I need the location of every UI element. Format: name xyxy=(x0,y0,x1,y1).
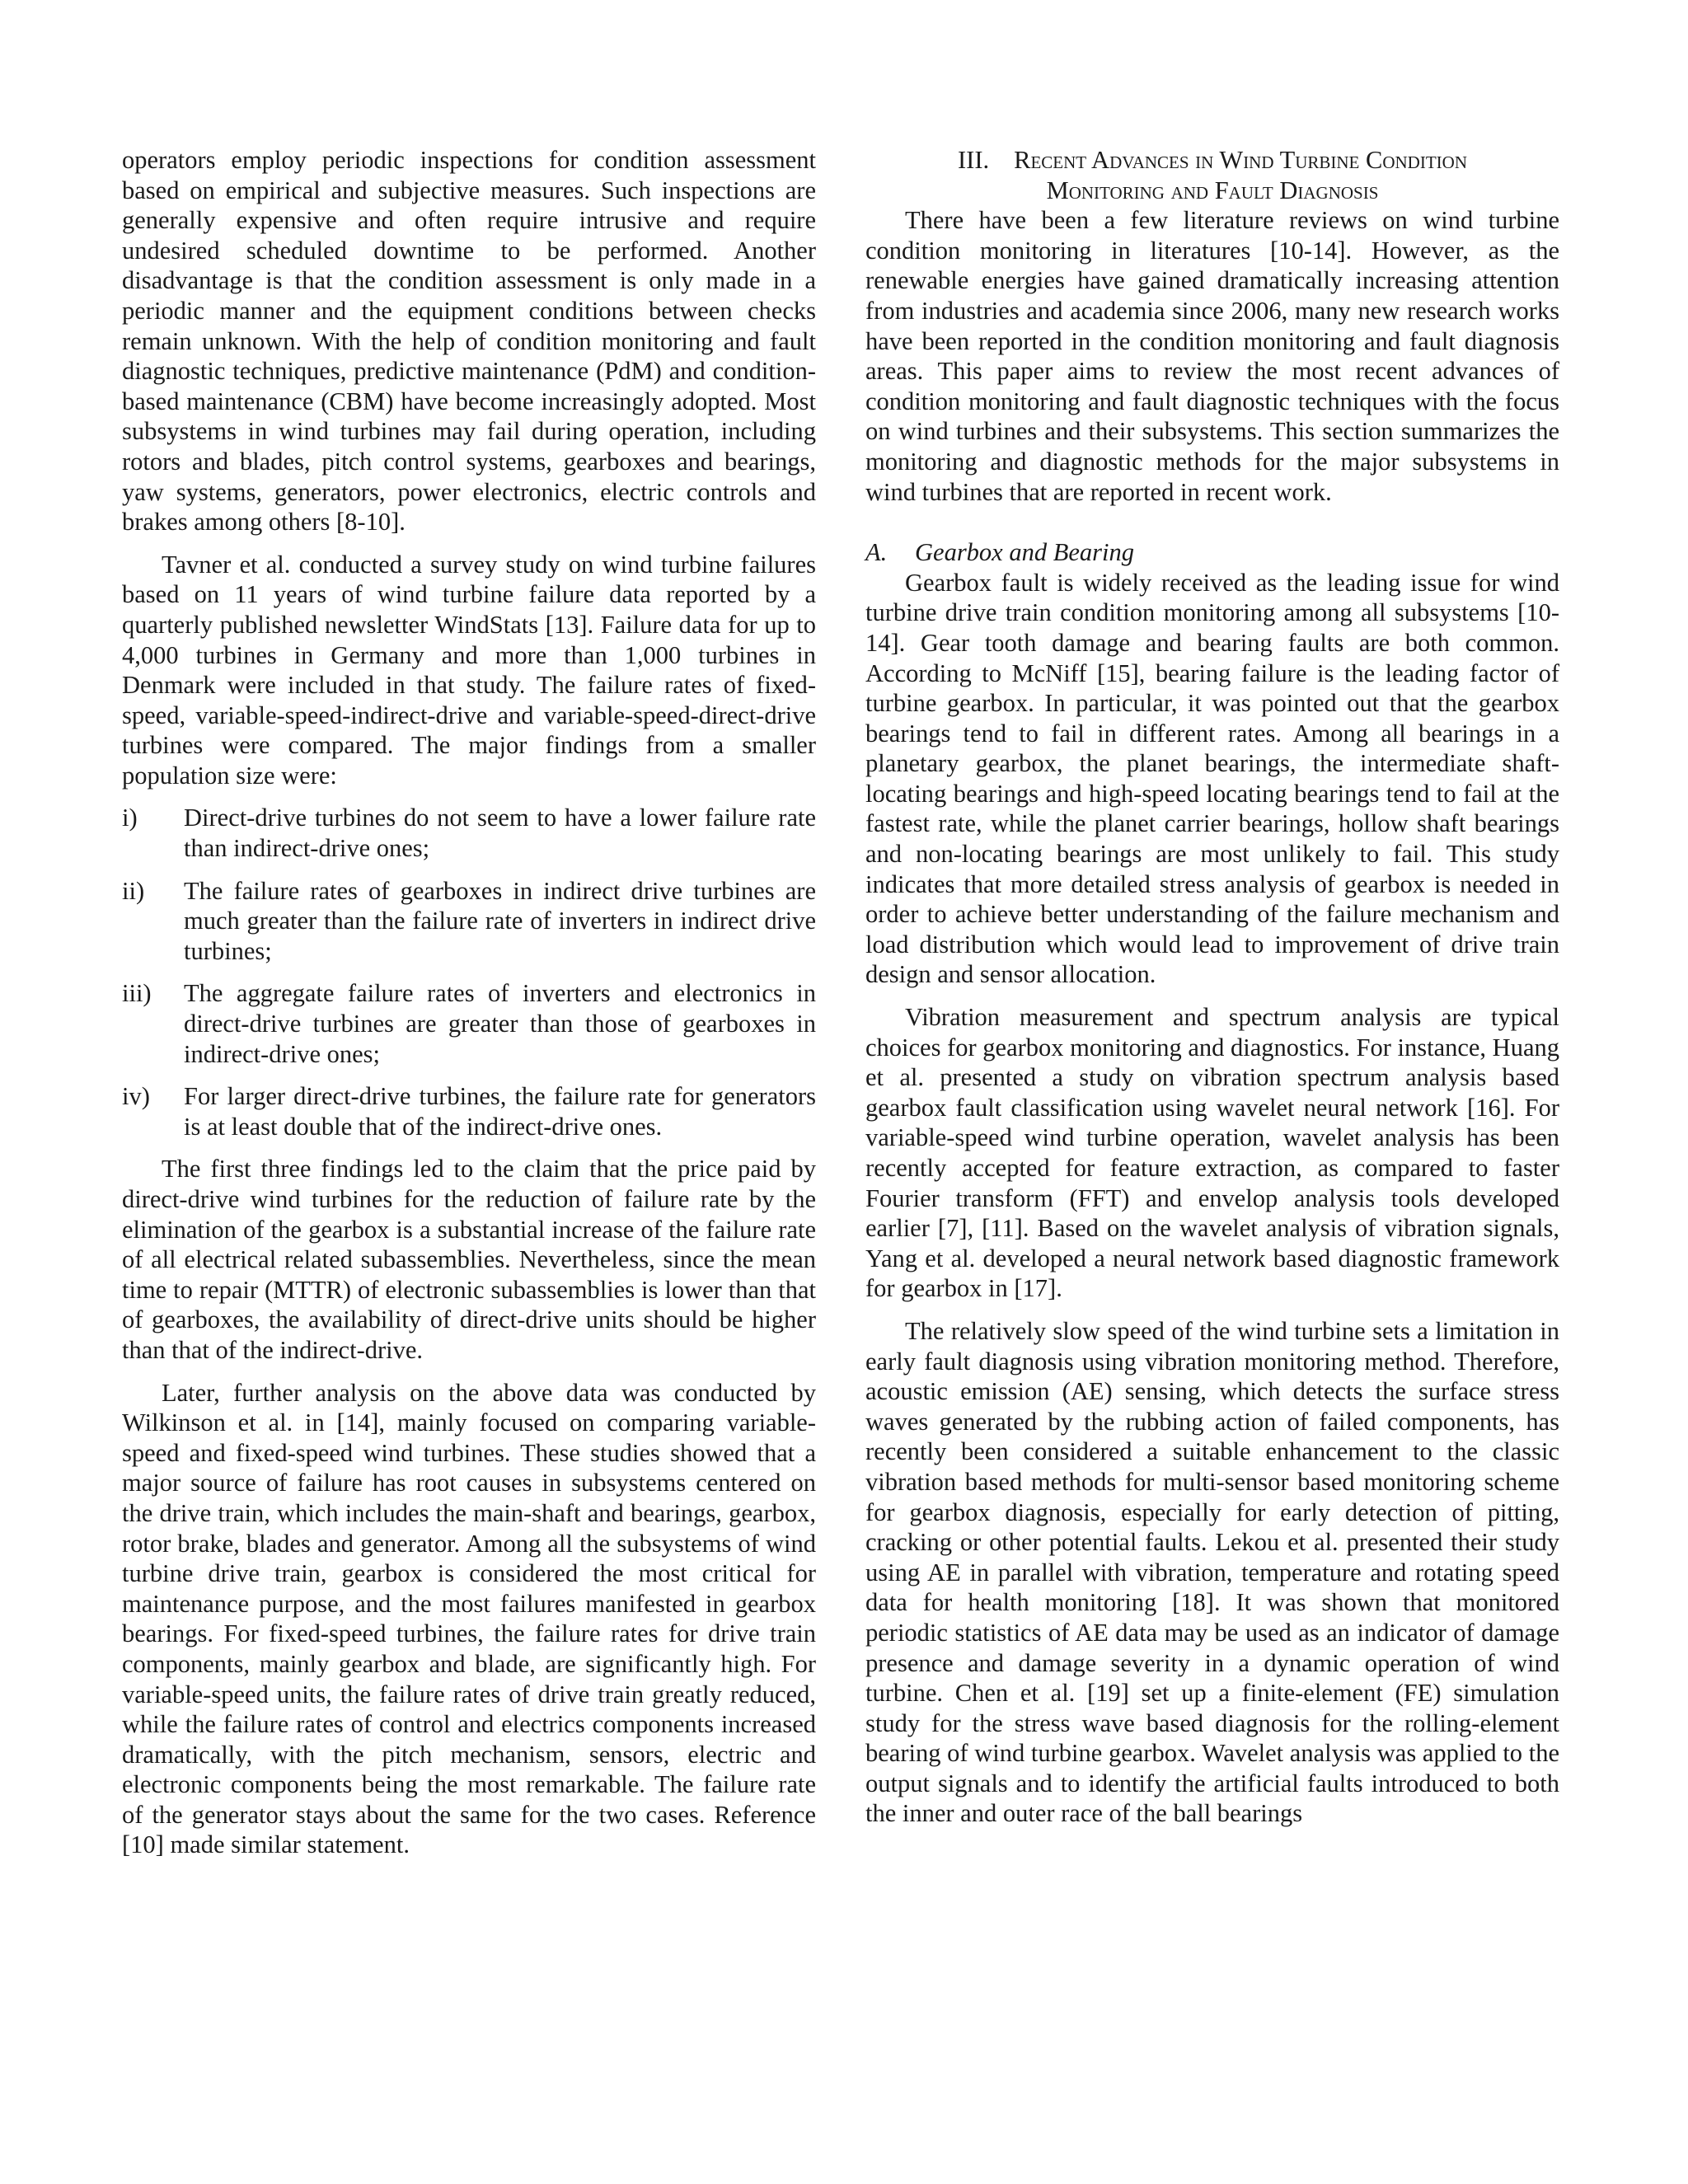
section-title-line-1: Recent Advances in Wind Turbine Condition xyxy=(1014,146,1467,174)
finding-text: The aggregate failure rates of inverters and electronics in direct-drive turbines are greater than those of gearboxes in indirect-drive ones; xyxy=(184,979,816,1068)
subsection-letter: A. xyxy=(865,538,888,567)
finding-item xyxy=(122,978,816,1069)
section-heading-line-2 xyxy=(865,176,1559,206)
finding-text: For larger direct-drive turbines, the failure rate for generators is at least double that of the indirect-drive ones. xyxy=(184,1082,816,1141)
finding-item xyxy=(122,876,816,967)
finding-text: Direct-drive turbines do not seem to have a lower failure rate than indirect-drive ones; xyxy=(184,804,816,863)
finding-item xyxy=(122,803,816,863)
right-paragraph-2: Gearbox fault is widely received as the leading issue for wind turbine drive train condition monitoring among all subsystems [10-14]. Gear tooth damage and bearing faults are both common. According to McNiff [15], bearing failure is the leading factor of turbine gearbox. In particular, it was pointed out that the gearbox bearings tend to fail in different rates. Among all bearings in a planetary gearbox, the planet bearings, the intermediate shaft-locating bearings and high-speed locating bearings tend to fail at the fastest rate, while the planet carrier bearings, hollow shaft bearings and non-locating bearings are most unlikely to fail. This study indicates that more detailed stress analysis of gearbox is needed in order to achieve better understanding of the failure mechanism and load distribution which would lead to improvement of drive train design and sensor allocation. xyxy=(865,568,1559,989)
subsection-title: Gearbox and Bearing xyxy=(915,538,1134,567)
right-paragraph-3: Vibration measurement and spectrum analysis are typical choices for gearbox monitoring and diagnostics. For instance, Huang et al. presented a study on vibration spectrum analysis based gearbox fault classification using wavelet neural network [16]. For variable-speed wind turbine operation, wavelet analysis has been recently accepted for feature extraction, as compared to faster Fourier transform (FFT) and envelop analysis tools developed earlier [7], [11]. Based on the wavelet analysis of vibration signals, Yang et al. developed a neural network based diagnostic framework for gearbox in [17]. xyxy=(865,1003,1559,1303)
right-paragraph-4: The relatively slow speed of the wind turbine sets a limitation in early fault diagnosis using vibration monitoring method. Therefore, acoustic emission (AE) sensing, which detects the surface stress waves generated by the rubbing action of failed components, has recently been considered a suitable enhancement to the classic vibration based methods for multi-sensor based monitoring scheme for gearbox diagnosis, especially for early detection of pitting, cracking or other potential faults. Lekou et al. presented their study using AE in parallel with vibration, temperature and rotating speed data for health monitoring [18]. It was shown that monitored periodic statistics of AE data may be used as an indicator of damage presence and damage severity in a dynamic operation of wind turbine. Chen et al. [19] set up a finite-element (FE) simulation study for the stress wave based diagnosis for the rolling-element bearing of wind turbine gearbox. Wavelet analysis was applied to the output signals and to identify the artificial faults introduced to both the inner and outer race of the ball bearings xyxy=(865,1316,1559,1828)
finding-number: iii) xyxy=(122,979,152,1008)
section-heading-line-1 xyxy=(865,145,1559,176)
section-number: III. xyxy=(958,146,990,174)
left-paragraph-2: Tavner et al. conducted a survey study on wind turbine failures based on 11 years of wind turbine failure data reported by a quarterly published newsletter WindStats [13]. Failure data for up to 4,000 turbines in Germany and more than 1,000 turbines in Denmark were included in that study. The failure rates of fixed-speed, variable-speed-indirect-drive and variable-speed-direct-drive turbines were compared. The major findings from a smaller population size were: xyxy=(122,550,816,790)
left-paragraph-4: Later, further analysis on the above data was conducted by Wilkinson et al. in [14], mainly focused on comparing variable-speed and fixed-speed wind turbines. These studies showed that a major source of failure has root causes in subsystems centered on the drive train, which includes the main-shaft and bearings, gearbox, rotor brake, blades and generator. Among all the subsystems of wind turbine drive train, gearbox is considered the most critical for maintenance purpose, and the most failures manifested in gearbox bearings. For fixed-speed turbines, the failure rates for drive train components, mainly gearbox and blade, are significantly high. For variable-speed units, the failure rates of drive train greatly reduced, while the failure rates of control and electrics components increased dramatically, with the pitch mechanism, sensors, electric and electronic components being the most remarkable. The failure rate of the generator stays about the same for the two cases. Reference [10] made similar statement. xyxy=(122,1378,816,1859)
left-column xyxy=(122,145,816,1860)
finding-text: The failure rates of gearboxes in indirect drive turbines are much greater than the failure rate of inverters in indirect drive turbines; xyxy=(184,876,816,965)
finding-item xyxy=(122,1081,816,1141)
right-column xyxy=(865,145,1559,1829)
finding-number: i) xyxy=(122,804,138,832)
finding-number: iv) xyxy=(122,1082,150,1111)
section-heading xyxy=(865,145,1559,205)
subsection-heading xyxy=(865,537,1559,568)
left-paragraph-1: operators employ periodic inspections for condition assessment based on empirical and subjective measures. Such inspections are generally expensive and often require intrusive and require undesired scheduled downtime to be performed. Another disadvantage is that the condition assessment is only made in a periodic manner and the equipment conditions between checks remain unknown. With the help of condition monitoring and fault diagnostic techniques, predictive maintenance (PdM) and condition-based maintenance (CBM) have become increasingly adopted. Most subsystems in wind turbines may fail during operation, including rotors and blades, pitch control systems, gearboxes and bearings, yaw systems, generators, power electronics, electric controls and brakes among others [8-10]. xyxy=(122,146,816,537)
findings-list xyxy=(122,803,816,1141)
section-title-line-2: Monitoring and Fault Diagnosis xyxy=(1046,176,1379,204)
left-paragraph-3: The first three findings led to the claim that the price paid by direct-drive wind turbines for the reduction of failure rate by the elimination of the gearbox is a substantial increase of the failure rate of all electrical related subassemblies. Nevertheless, since the mean time to repair (MTTR) of electronic subassemblies is lower than that of gearboxes, the availability of direct-drive units should be higher than that of the indirect-drive. xyxy=(122,1155,816,1364)
finding-number: ii) xyxy=(122,876,145,905)
right-paragraph-1: There have been a few literature reviews on wind turbine condition monitoring in literatures [10-14]. However, as the renewable energies have gained dramatically increasing attention from industries and academia since 2006, many new research works have been reported in the condition monitoring and fault diagnosis areas. This paper aims to review the most recent advances of condition monitoring and fault diagnostic techniques with the focus on wind turbines and their subsystems. This section summarizes the monitoring and diagnostic methods for the major subsystems in wind turbines that are reported in recent work. xyxy=(865,206,1559,506)
